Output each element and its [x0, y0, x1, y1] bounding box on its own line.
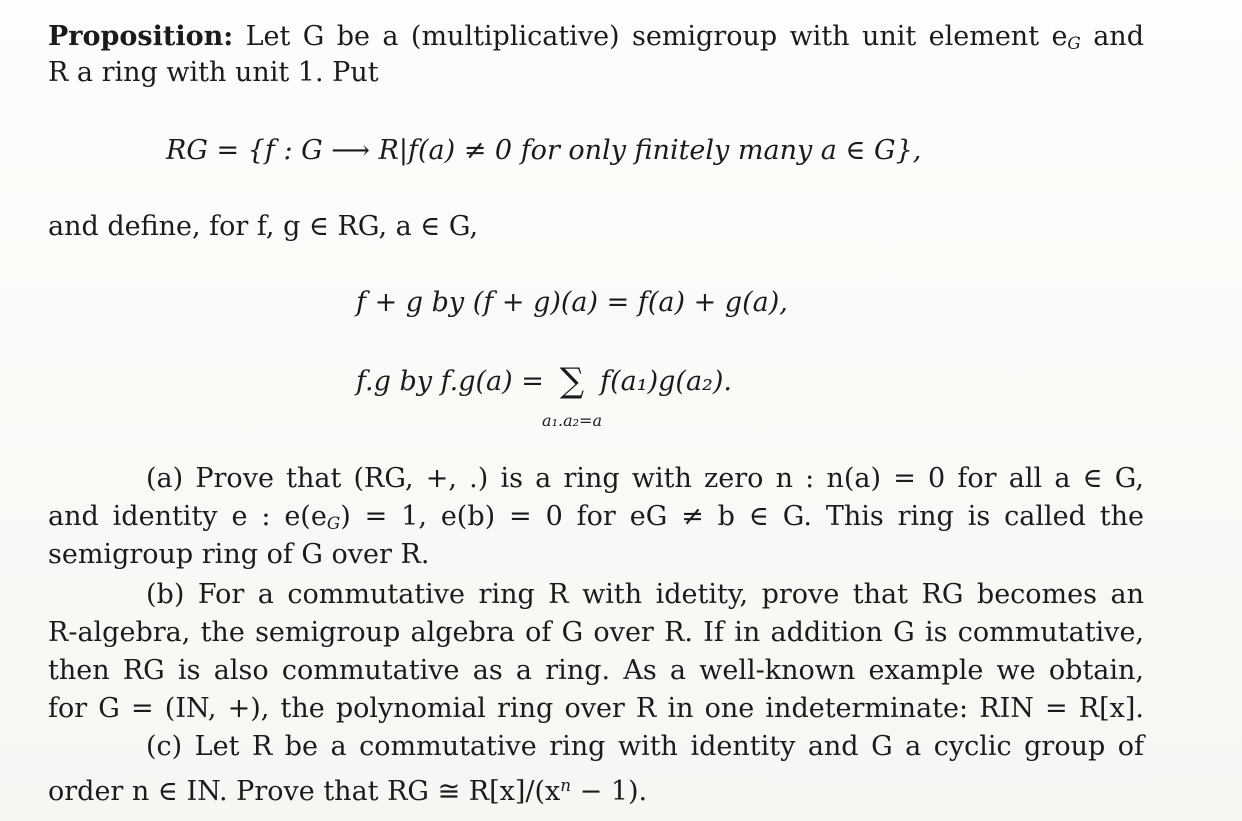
- part-a-line-2: [48, 500, 1144, 540]
- part-c-line-2: [48, 768, 1144, 809]
- part-c-text-end: − 1).: [579, 776, 648, 808]
- product-left: f.g by f.g(a) =: [356, 366, 544, 397]
- sum-definition: f + g by (f + g)(a) = f(a) + g(a),: [356, 287, 788, 318]
- proposition-text: Let G be a (multiplicative) semigroup with unit element e: [245, 21, 1068, 52]
- product-definition: [356, 361, 1056, 430]
- part-b-line-3: then RG is also commutative as a ring. As a well-known example we obtain,: [48, 655, 1144, 686]
- part-b-line-1: (b) For a commutative ring R with idetity, prove that RG becomes an: [146, 579, 1144, 610]
- sigma-symbol: ∑: [559, 361, 585, 401]
- part-c-text: order n ∈ IN. Prove that RG ≅ R[x]/(x: [48, 776, 561, 808]
- proposition-text-end: and: [1093, 21, 1144, 52]
- part-b-line-4: for G = (IN, +), the polynomial ring over R in one indeterminate: RIN = R[x].: [48, 693, 1144, 724]
- part-a-line-3: semigroup ring of G over R.: [48, 539, 430, 570]
- summation: [542, 361, 602, 430]
- proposition-label: Proposition:: [48, 21, 234, 52]
- part-a-line-1: (a) Prove that (RG, +, .) is a ring with zero n : n(a) = 0 for all a ∈ G,: [146, 463, 1144, 494]
- rg-definition: RG = {f : G ⟶ R|f(a) ≠ 0 for only finitely many a ∈ G},: [166, 135, 922, 166]
- part-c-superscript: n: [560, 775, 572, 795]
- part-a-text-end: ) = 1, e(b) = 0 for eG ≠ b ∈ G. This ring is called the: [340, 501, 1145, 532]
- part-a-subscript: G: [326, 513, 341, 534]
- sum-condition: a₁.a₂=a: [542, 411, 602, 430]
- part-a-text: and identity e : e(e: [48, 501, 327, 532]
- unit-subscript: G: [1067, 33, 1081, 54]
- proposition-line-1: [48, 20, 1144, 60]
- proposition-line-2: R a ring with unit 1. Put: [48, 57, 379, 88]
- define-intro: and define, for f, g ∈ RG, a ∈ G,: [48, 211, 479, 242]
- part-c-line-1: (c) Let R be a commutative ring with identity and G a cyclic group of: [146, 731, 1144, 762]
- part-b-line-2: R-algebra, the semigroup algebra of G over R. If in addition G is commutative,: [48, 617, 1144, 648]
- product-right: f(a₁)g(a₂).: [600, 366, 732, 397]
